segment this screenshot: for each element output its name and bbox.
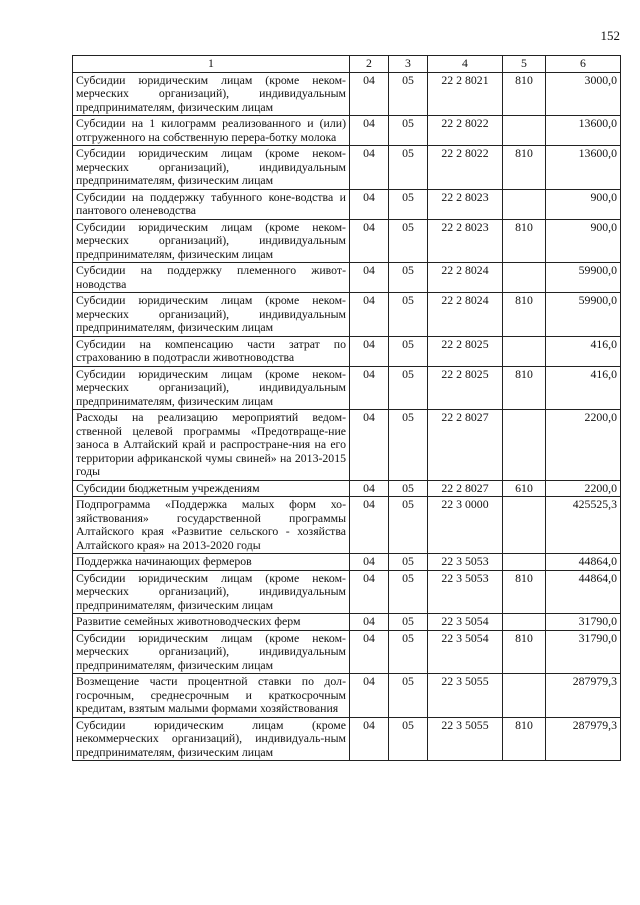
subsection-code-cell: 05: [389, 630, 428, 674]
section-code-cell: 04: [350, 219, 389, 263]
subsection-code-cell: 05: [389, 614, 428, 631]
section-code-cell: 04: [350, 717, 389, 761]
row-name-cell: Возмещение части процентной ставки по дол-госрочным, среднесрочным и краткосрочным кредитам, взятым малыми формами хозяйствования: [73, 674, 350, 718]
amount-cell: 13600,0: [546, 116, 621, 146]
amount-cell: 2200,0: [546, 410, 621, 481]
table-row: [73, 497, 621, 554]
amount-cell: 425525,3: [546, 497, 621, 554]
row-name-cell: Субсидии на компенсацию части затрат по страхованию в подотрасли животноводства: [73, 336, 350, 366]
subsection-code-cell: 05: [389, 717, 428, 761]
expense-type-cell: 810: [503, 293, 546, 337]
table-row: [73, 480, 621, 497]
row-name-cell: Субсидии юридическим лицам (кроме неком-мерческих организаций), индивидуальным предпринимателям, физическим лицам: [73, 366, 350, 410]
amount-cell: 416,0: [546, 366, 621, 410]
target-article-cell: 22 3 5054: [428, 614, 503, 631]
target-article-cell: 22 3 5053: [428, 554, 503, 571]
expense-type-cell: [503, 674, 546, 718]
expense-type-cell: [503, 116, 546, 146]
table-row: [73, 146, 621, 190]
table-row: [73, 554, 621, 571]
target-article-cell: 22 3 5055: [428, 674, 503, 718]
column-header: 2: [350, 56, 389, 73]
expense-type-cell: [503, 336, 546, 366]
amount-cell: 416,0: [546, 336, 621, 366]
section-code-cell: 04: [350, 116, 389, 146]
row-name-cell: Субсидии юридическим лицам (кроме неком-мерческих организаций), индивидуальным предпринимателям, физическим лицам: [73, 72, 350, 116]
amount-cell: 44864,0: [546, 554, 621, 571]
subsection-code-cell: 05: [389, 263, 428, 293]
expense-type-cell: 810: [503, 717, 546, 761]
table-header-row: [73, 56, 621, 73]
expense-type-cell: 610: [503, 480, 546, 497]
column-header: 6: [546, 56, 621, 73]
target-article-cell: 22 2 8022: [428, 116, 503, 146]
section-code-cell: 04: [350, 263, 389, 293]
table-row: [73, 263, 621, 293]
subsection-code-cell: 05: [389, 674, 428, 718]
section-code-cell: 04: [350, 146, 389, 190]
table-row: [73, 293, 621, 337]
section-code-cell: 04: [350, 410, 389, 481]
section-code-cell: 04: [350, 570, 389, 614]
row-name-cell: Субсидии на поддержку племенного живот-новодства: [73, 263, 350, 293]
target-article-cell: 22 2 8024: [428, 263, 503, 293]
table-row: [73, 570, 621, 614]
target-article-cell: 22 2 8025: [428, 366, 503, 410]
subsection-code-cell: 05: [389, 497, 428, 554]
subsection-code-cell: 05: [389, 410, 428, 481]
subsection-code-cell: 05: [389, 293, 428, 337]
expense-type-cell: [503, 410, 546, 481]
subsection-code-cell: 05: [389, 219, 428, 263]
section-code-cell: 04: [350, 72, 389, 116]
amount-cell: 59900,0: [546, 293, 621, 337]
amount-cell: 3000,0: [546, 72, 621, 116]
section-code-cell: 04: [350, 554, 389, 571]
target-article-cell: 22 2 8024: [428, 293, 503, 337]
subsection-code-cell: 05: [389, 336, 428, 366]
column-header: 1: [73, 56, 350, 73]
target-article-cell: 22 3 5054: [428, 630, 503, 674]
table-row: [73, 336, 621, 366]
table-row: [73, 717, 621, 761]
target-article-cell: 22 2 8025: [428, 336, 503, 366]
subsection-code-cell: 05: [389, 72, 428, 116]
expense-type-cell: [503, 497, 546, 554]
section-code-cell: 04: [350, 366, 389, 410]
column-header: 5: [503, 56, 546, 73]
section-code-cell: 04: [350, 480, 389, 497]
section-code-cell: 04: [350, 293, 389, 337]
subsection-code-cell: 05: [389, 189, 428, 219]
target-article-cell: 22 2 8023: [428, 189, 503, 219]
subsection-code-cell: 05: [389, 116, 428, 146]
table-row: [73, 674, 621, 718]
subsection-code-cell: 05: [389, 146, 428, 190]
expense-type-cell: 810: [503, 219, 546, 263]
amount-cell: 31790,0: [546, 630, 621, 674]
row-name-cell: Расходы на реализацию мероприятий ведом-ственной целевой программы «Предотвраще-ние заноса в Алтайский край и распростране-ния на его территории африканской чумы свиней» на 2013-2015 годы: [73, 410, 350, 481]
subsection-code-cell: 05: [389, 480, 428, 497]
table-row: [73, 366, 621, 410]
subsection-code-cell: 05: [389, 554, 428, 571]
section-code-cell: 04: [350, 497, 389, 554]
section-code-cell: 04: [350, 614, 389, 631]
table-row: [73, 189, 621, 219]
target-article-cell: 22 3 5055: [428, 717, 503, 761]
expense-type-cell: [503, 614, 546, 631]
target-article-cell: 22 2 8022: [428, 146, 503, 190]
row-name-cell: Субсидии на поддержку табунного коне-водства и пантового оленеводства: [73, 189, 350, 219]
column-header: 3: [389, 56, 428, 73]
row-name-cell: Субсидии юридическим лицам (кроме неком-мерческих организаций), индивидуальным предпринимателям, физическим лицам: [73, 630, 350, 674]
amount-cell: 44864,0: [546, 570, 621, 614]
target-article-cell: 22 3 5053: [428, 570, 503, 614]
row-name-cell: Поддержка начинающих фермеров: [73, 554, 350, 571]
table-row: [73, 630, 621, 674]
row-name-cell: Субсидии юридическим лицам (кроме неком-мерческих организаций), индивидуальным предпринимателям, физическим лицам: [73, 146, 350, 190]
expense-type-cell: 810: [503, 146, 546, 190]
expense-type-cell: 810: [503, 570, 546, 614]
table-row: [73, 72, 621, 116]
expense-type-cell: 810: [503, 630, 546, 674]
target-article-cell: 22 2 8023: [428, 219, 503, 263]
expense-type-cell: 810: [503, 366, 546, 410]
row-name-cell: Развитие семейных животноводческих ферм: [73, 614, 350, 631]
expense-type-cell: 810: [503, 72, 546, 116]
expense-type-cell: [503, 554, 546, 571]
target-article-cell: 22 2 8027: [428, 410, 503, 481]
section-code-cell: 04: [350, 674, 389, 718]
target-article-cell: 22 2 8021: [428, 72, 503, 116]
page-number: 152: [600, 28, 620, 43]
row-name-cell: Субсидии бюджетным учреждениям: [73, 480, 350, 497]
budget-table: [72, 55, 621, 761]
row-name-cell: Субсидии юридическим лицам (кроме неком-мерческих организаций), индивидуальным предпринимателям, физическим лицам: [73, 293, 350, 337]
table-row: [73, 410, 621, 481]
table-row: [73, 614, 621, 631]
row-name-cell: Субсидии юридическим лицам (кроме неком-мерческих организаций), индивидуальным предпринимателям, физическим лицам: [73, 570, 350, 614]
row-name-cell: Подпрограмма «Поддержка малых форм хо-зяйствования» государственной программы Алтайского края «Развитие сельского - хозяйства Алтайского края» на 2013-2020 годы: [73, 497, 350, 554]
amount-cell: 59900,0: [546, 263, 621, 293]
column-header: 4: [428, 56, 503, 73]
amount-cell: 2200,0: [546, 480, 621, 497]
expense-type-cell: [503, 189, 546, 219]
section-code-cell: 04: [350, 189, 389, 219]
table-row: [73, 219, 621, 263]
amount-cell: 900,0: [546, 219, 621, 263]
subsection-code-cell: 05: [389, 366, 428, 410]
target-article-cell: 22 2 8027: [428, 480, 503, 497]
amount-cell: 31790,0: [546, 614, 621, 631]
amount-cell: 287979,3: [546, 717, 621, 761]
target-article-cell: 22 3 0000: [428, 497, 503, 554]
row-name-cell: Субсидии юридическим лицам (кроме неком-мерческих организаций), индивидуальным предпринимателям, физическим лицам: [73, 219, 350, 263]
amount-cell: 287979,3: [546, 674, 621, 718]
section-code-cell: 04: [350, 336, 389, 366]
row-name-cell: Субсидии на 1 килограмм реализованного и (или) отгруженного на собственную перера-ботку молока: [73, 116, 350, 146]
row-name-cell: Субсидии юридическим лицам (кроме некоммерческих организаций), индивидуаль-ным предпринимателям, физическим лицам: [73, 717, 350, 761]
table-row: [73, 116, 621, 146]
subsection-code-cell: 05: [389, 570, 428, 614]
expense-type-cell: [503, 263, 546, 293]
amount-cell: 900,0: [546, 189, 621, 219]
section-code-cell: 04: [350, 630, 389, 674]
amount-cell: 13600,0: [546, 146, 621, 190]
